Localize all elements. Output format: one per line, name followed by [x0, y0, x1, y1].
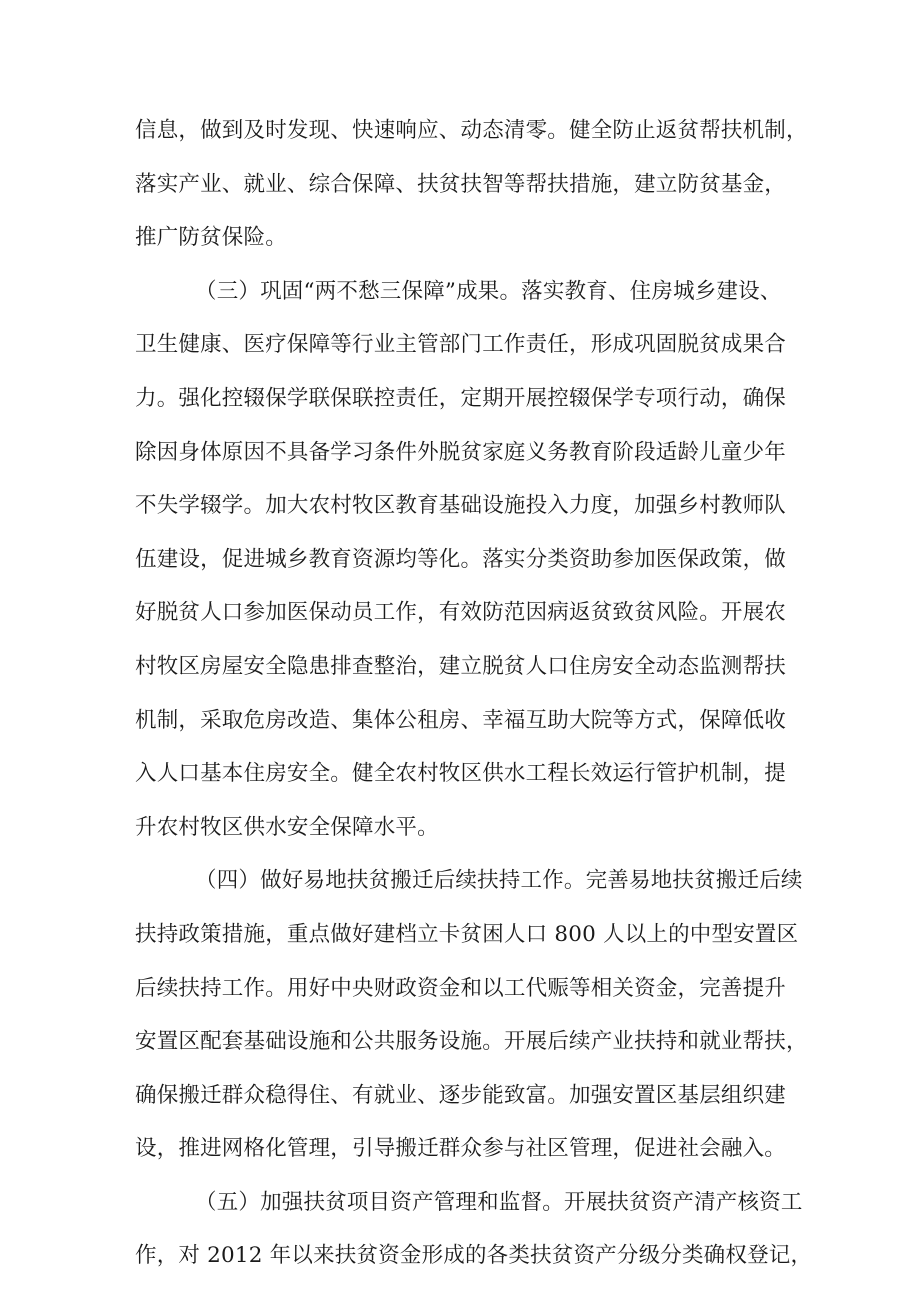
text-line: 作，对 2012 年以来扶贫资金形成的各类扶贫资产分级分类确权登记，: [135, 1243, 813, 1269]
text-line: 确保搬迁群众稳得住、有就业、逐步能致富。加强安置区基层组织建: [135, 1082, 787, 1108]
text-line: 伍建设，促进城乡教育资源均等化。落实分类资助参加医保政策，做: [135, 546, 787, 572]
text-line: 安置区配套基础设施和公共服务设施。开展后续产业扶持和就业帮扶，: [135, 1029, 808, 1055]
text-line: 升农村牧区供水安全保障水平。: [135, 814, 439, 840]
text-line: 入人口基本住房安全。健全农村牧区供水工程长效运行管护机制，提: [135, 761, 787, 787]
text-line: 后续扶持工作。用好中央财政资金和以工代赈等相关资金，完善提升: [135, 975, 787, 1001]
text-line: 设，推进网格化管理，引导搬迁群众参与社区管理，促进社会融入。: [135, 1136, 787, 1162]
text-line: 好脱贫人口参加医保动员工作，有效防范因病返贫致贫风险。开展农: [135, 600, 787, 626]
text-line: 机制，采取危房改造、集体公租房、幸福互助大院等方式，保障低收: [135, 707, 787, 733]
text-line: 扶持政策措施，重点做好建档立卡贫困人口 800 人以上的中型安置区: [135, 921, 799, 947]
section-four-heading-line: （四）做好易地扶贫搬迁后续扶持工作。完善易地扶贫搬迁后续: [195, 868, 803, 894]
text-line: 信息，做到及时发现、快速响应、动态清零。健全防止返贫帮扶机制，: [135, 118, 808, 143]
section-five-heading-line: （五）加强扶贫项目资产管理和监督。开展扶贫资产清产核资工: [195, 1189, 803, 1215]
text-line: 力。强化控辍保学联保联控责任，定期开展控辍保学专项行动，确保: [135, 385, 787, 411]
text-line: 不失学辍学。加大农村牧区教育基础设施投入力度，加强乡村教师队: [135, 493, 787, 519]
section-three-heading-line: （三）巩固“两不愁三保障”成果。落实教育、住房城乡建设、: [195, 278, 782, 304]
text-line: 卫生健康、医疗保障等行业主管部门工作责任，形成巩固脱贫成果合: [135, 332, 787, 358]
text-line: 村牧区房屋安全隐患排查整治，建立脱贫人口住房安全动态监测帮扶: [135, 653, 787, 679]
text-line: 落实产业、就业、综合保障、扶贫扶智等帮扶措施，建立防贫基金，: [135, 171, 787, 197]
document-body: [135, 111, 813, 1290]
text-line: 除因身体原因不具备学习条件外脱贫家庭义务教育阶段适龄儿童少年: [135, 439, 787, 465]
text-line: 推广防贫保险。: [135, 225, 287, 251]
